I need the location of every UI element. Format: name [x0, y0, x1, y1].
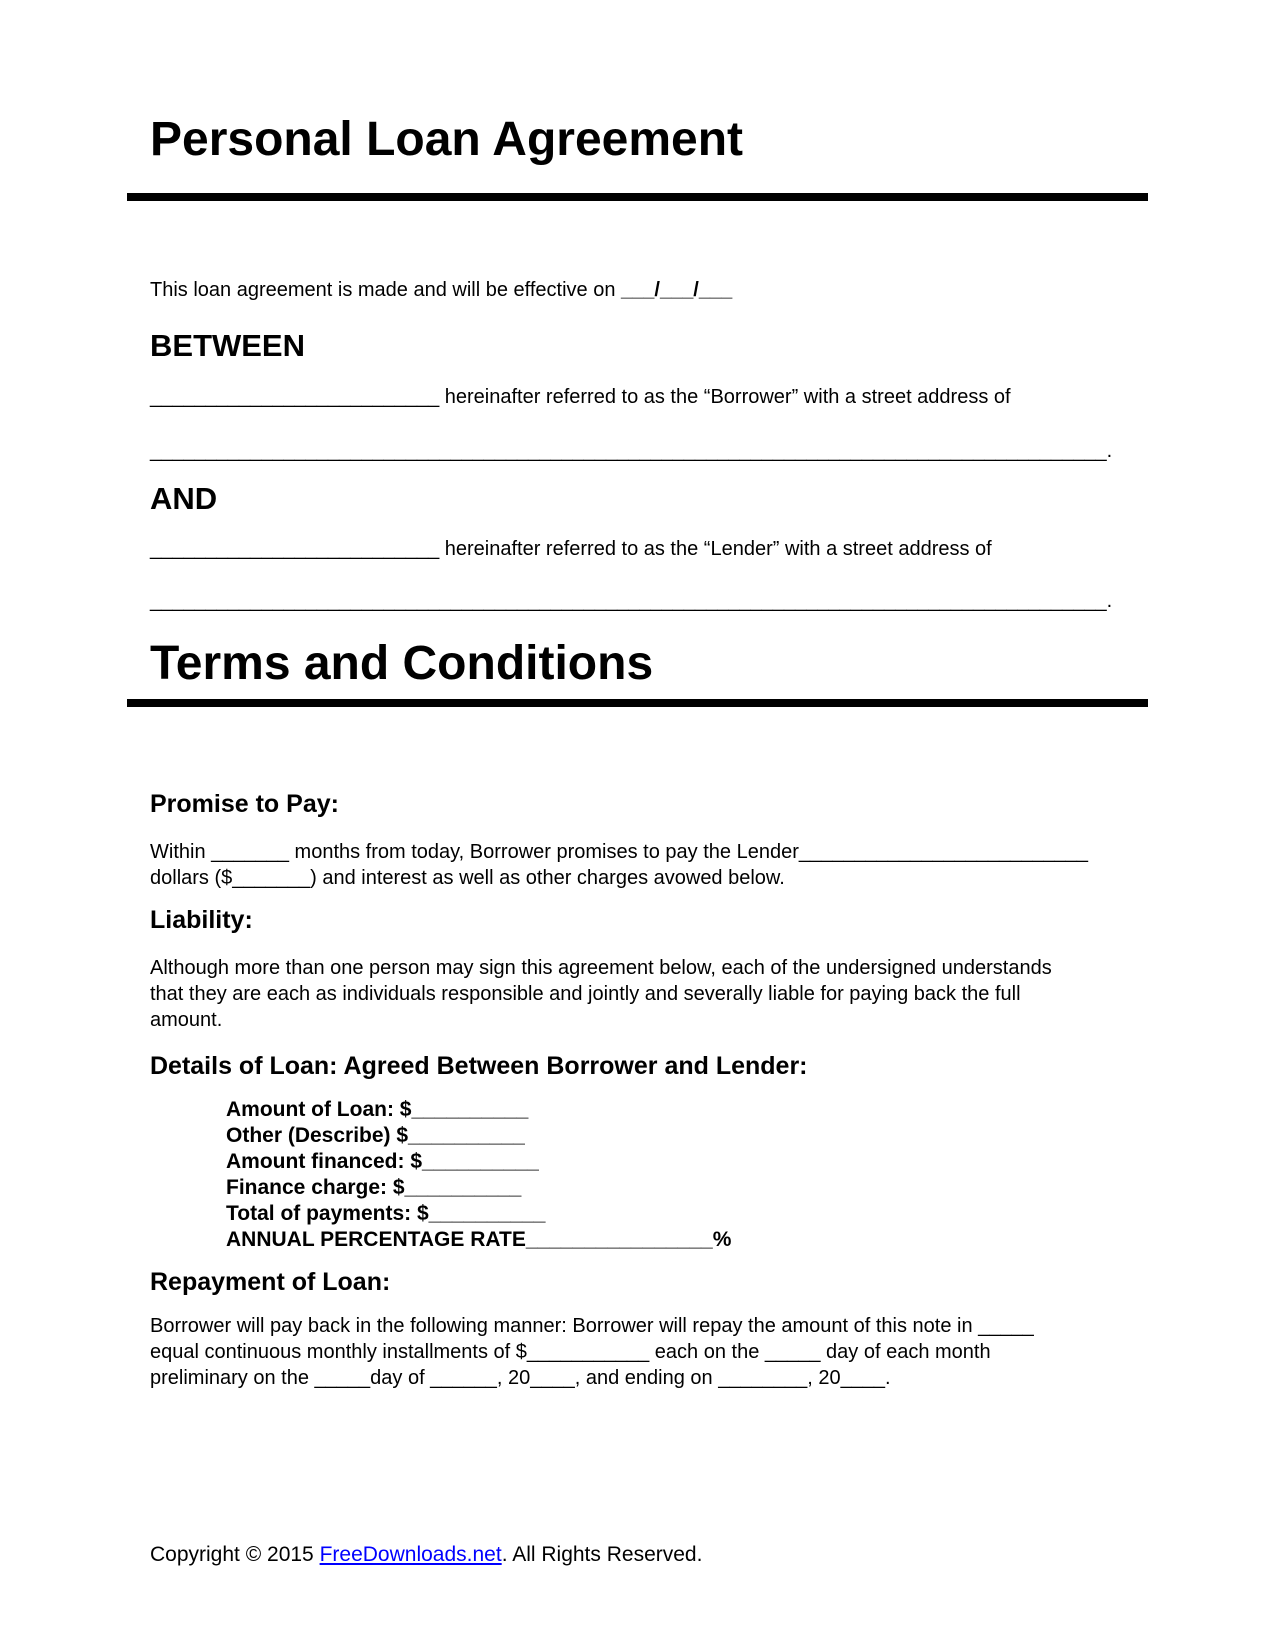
lender-party-text: hereinafter referred to as the “Lender” with a street address of [439, 537, 992, 560]
repayment-heading: Repayment of Loan: [150, 1267, 391, 1296]
and-heading: AND [150, 481, 218, 517]
details-heading: Details of Loan: Agreed Between Borrower and Lender: [150, 1051, 808, 1080]
loan-detail-item-other: Other (Describe) $__________ [226, 1123, 525, 1147]
repayment-paragraph: Borrower will pay back in the following manner: Borrower will repay the amount of this note in _____ equal continuous monthly installments of $___________ each on the _____ day of each month preliminary on the _____day of ______, 20____, and ending on ________, 20____. [150, 1314, 1034, 1389]
loan-detail-item-amount: Amount of Loan: $__________ [226, 1097, 529, 1121]
loan-detail-item-total-payments: Total of payments: $__________ [226, 1201, 546, 1225]
borrower-name-blank: __________________________ [150, 386, 440, 409]
borrower-party-line [150, 384, 1125, 410]
loan-detail-item-financed: Amount financed: $__________ [226, 1149, 539, 1173]
document-title: Personal Loan Agreement [150, 113, 744, 166]
lender-name-blank: __________________________ [150, 537, 440, 560]
terms-divider [127, 699, 1148, 707]
borrower-address-blank: ______________________________________________________________________________________. [150, 440, 1113, 463]
lender-party-line [150, 536, 1125, 562]
lender-address-blank: ______________________________________________________________________________________. [150, 589, 1113, 612]
footer-copyright [150, 1542, 702, 1568]
loan-detail-item-apr: ANNUAL PERCENTAGE RATE________________% [226, 1227, 732, 1251]
borrower-party-text: hereinafter referred to as the “Borrower” with a street address of [439, 386, 1011, 409]
copyright-prefix: Copyright © 2015 [150, 1543, 320, 1566]
effective-date-blank: ___/___/___ [621, 279, 733, 302]
loan-detail-item-finance-charge: Finance charge: $__________ [226, 1175, 522, 1199]
loan-details-list [226, 1097, 1125, 1253]
title-divider [127, 193, 1148, 201]
freedownloads-link[interactable]: FreeDownloads.net [319, 1543, 502, 1566]
liability-heading: Liability: [150, 905, 253, 934]
intro-text: This loan agreement is made and will be effective on [150, 279, 622, 302]
liability-paragraph: Although more than one person may sign this agreement below, each of the undersigned understands that they are each as individuals responsible and jointly and severally liable for paying back the full amount. [150, 956, 1052, 1031]
terms-title: Terms and Conditions [150, 636, 654, 690]
copyright-suffix: . All Rights Reserved. [501, 1543, 703, 1566]
intro-line [150, 277, 1125, 303]
promise-heading: Promise to Pay: [150, 789, 339, 818]
between-heading: BETWEEN [150, 328, 305, 364]
promise-paragraph: Within _______ months from today, Borrower promises to pay the Lender__________________________ dollars ($_______) and interest as well as other charges avowed below. [150, 840, 1089, 889]
